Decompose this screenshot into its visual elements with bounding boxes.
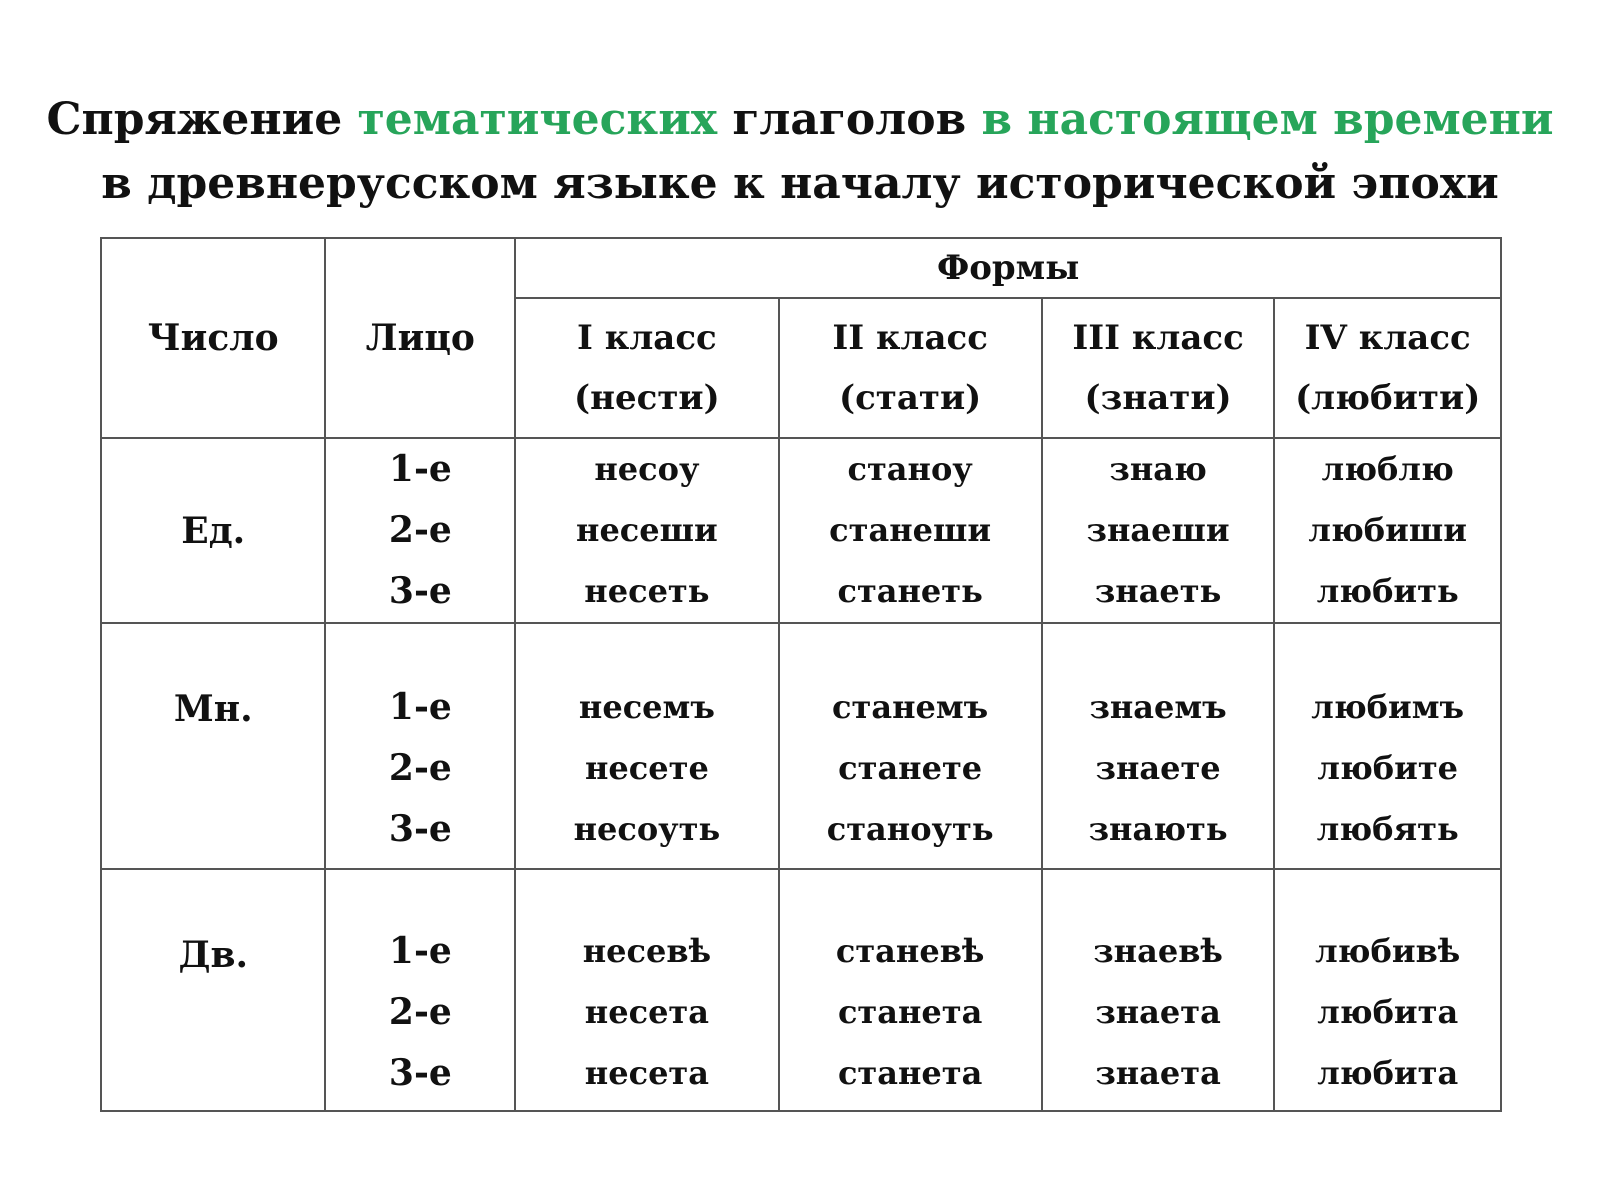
forms-cell <box>1274 869 1501 1111</box>
person-label: 3-е <box>388 570 452 612</box>
class-verb: (любити) <box>1295 378 1481 418</box>
header-person: Лицо <box>325 238 515 438</box>
person-cell <box>325 623 515 869</box>
header-class-3 <box>1042 298 1275 438</box>
verb-form: любять <box>1316 809 1459 848</box>
person-label: 1-е <box>388 448 452 490</box>
class-verb: (знати) <box>1084 378 1232 418</box>
title-part-3: глаголов <box>717 94 982 145</box>
verb-form: любите <box>1317 748 1459 787</box>
person-label: 3-е <box>388 807 452 850</box>
verb-form: любиши <box>1308 511 1467 549</box>
verb-form: знаевѣ <box>1093 931 1223 970</box>
verb-form: станеши <box>829 511 992 549</box>
table-row-dual <box>101 869 1501 1111</box>
table-row-plural <box>101 623 1501 869</box>
class-label: IV класс <box>1304 318 1471 358</box>
verb-form: знаета <box>1095 992 1221 1031</box>
verb-form: несета <box>584 1053 709 1092</box>
verb-form: знаю <box>1109 450 1207 488</box>
verb-form: станевѣ <box>835 931 985 970</box>
verb-form: знаете <box>1095 748 1221 787</box>
forms-cell <box>1042 438 1275 623</box>
verb-form: несоуть <box>573 809 721 848</box>
person-cell <box>325 438 515 623</box>
verb-form: любита <box>1317 992 1459 1031</box>
title-line-2: в древнерусском языке к началу исторической эпохи <box>101 158 1499 209</box>
verb-form: любивѣ <box>1315 931 1461 970</box>
title-part-4-highlight: в настоящем времени <box>981 94 1554 145</box>
verb-form: знають <box>1088 809 1228 848</box>
verb-form: станоуть <box>826 809 994 848</box>
forms-cell <box>1274 438 1501 623</box>
verb-form: знаемъ <box>1089 687 1227 726</box>
verb-form: станеть <box>837 572 983 610</box>
verb-form: станета <box>837 1053 983 1092</box>
verb-form: несеть <box>584 572 710 610</box>
page-title <box>0 88 1600 216</box>
verb-form: любита <box>1317 1053 1459 1092</box>
header-class-2 <box>779 298 1042 438</box>
class-verb: (нести) <box>574 378 720 418</box>
title-part-1: Спряжение <box>46 94 358 145</box>
number-cell <box>101 623 325 869</box>
person-label: 2-е <box>388 746 452 789</box>
verb-form: несеши <box>576 511 718 549</box>
person-label: 1-е <box>388 929 452 972</box>
verb-form: знаеть <box>1094 572 1222 610</box>
header-forms: Формы <box>515 238 1501 298</box>
verb-form: несоу <box>594 450 700 488</box>
number-label: Дв. <box>178 934 249 976</box>
verb-form: люблю <box>1321 450 1454 488</box>
header-class-4 <box>1274 298 1501 438</box>
table-row-singular <box>101 438 1501 623</box>
title-part-2-highlight: тематических <box>357 94 718 145</box>
header-number: Число <box>101 238 325 438</box>
verb-form: станоу <box>847 450 973 488</box>
conjugation-table <box>100 237 1502 1112</box>
person-label: 2-е <box>388 990 452 1033</box>
number-label: Мн. <box>173 688 253 730</box>
person-label: 3-е <box>388 1051 452 1094</box>
number-label: Ед. <box>181 509 246 552</box>
number-cell <box>101 869 325 1111</box>
verb-form: несемъ <box>578 687 715 726</box>
header-class-1 <box>515 298 778 438</box>
forms-cell <box>515 438 778 623</box>
forms-cell <box>515 623 778 869</box>
forms-cell <box>1042 869 1275 1111</box>
verb-form: знаета <box>1095 1053 1221 1092</box>
verb-form: любимъ <box>1311 687 1465 726</box>
forms-cell <box>779 438 1042 623</box>
forms-cell <box>779 623 1042 869</box>
class-verb: (стати) <box>839 378 982 418</box>
verb-form: станете <box>838 748 983 787</box>
verb-form: несете <box>584 748 709 787</box>
forms-cell <box>779 869 1042 1111</box>
person-cell <box>325 869 515 1111</box>
class-label: III класс <box>1072 318 1244 358</box>
verb-form: любить <box>1316 572 1459 610</box>
person-label: 1-е <box>388 685 452 728</box>
title-line-1 <box>0 88 1600 152</box>
class-label: I класс <box>577 318 717 358</box>
forms-cell <box>1042 623 1275 869</box>
verb-form: станета <box>837 992 983 1031</box>
person-label: 2-е <box>388 509 452 551</box>
class-label: II класс <box>832 318 988 358</box>
number-cell <box>101 438 325 623</box>
verb-form: несевѣ <box>582 931 712 970</box>
forms-cell <box>1274 623 1501 869</box>
header-row-1 <box>101 238 1501 298</box>
verb-form: станемъ <box>832 687 989 726</box>
forms-cell <box>515 869 778 1111</box>
verb-form: несета <box>584 992 709 1031</box>
verb-form: знаеши <box>1086 511 1230 549</box>
